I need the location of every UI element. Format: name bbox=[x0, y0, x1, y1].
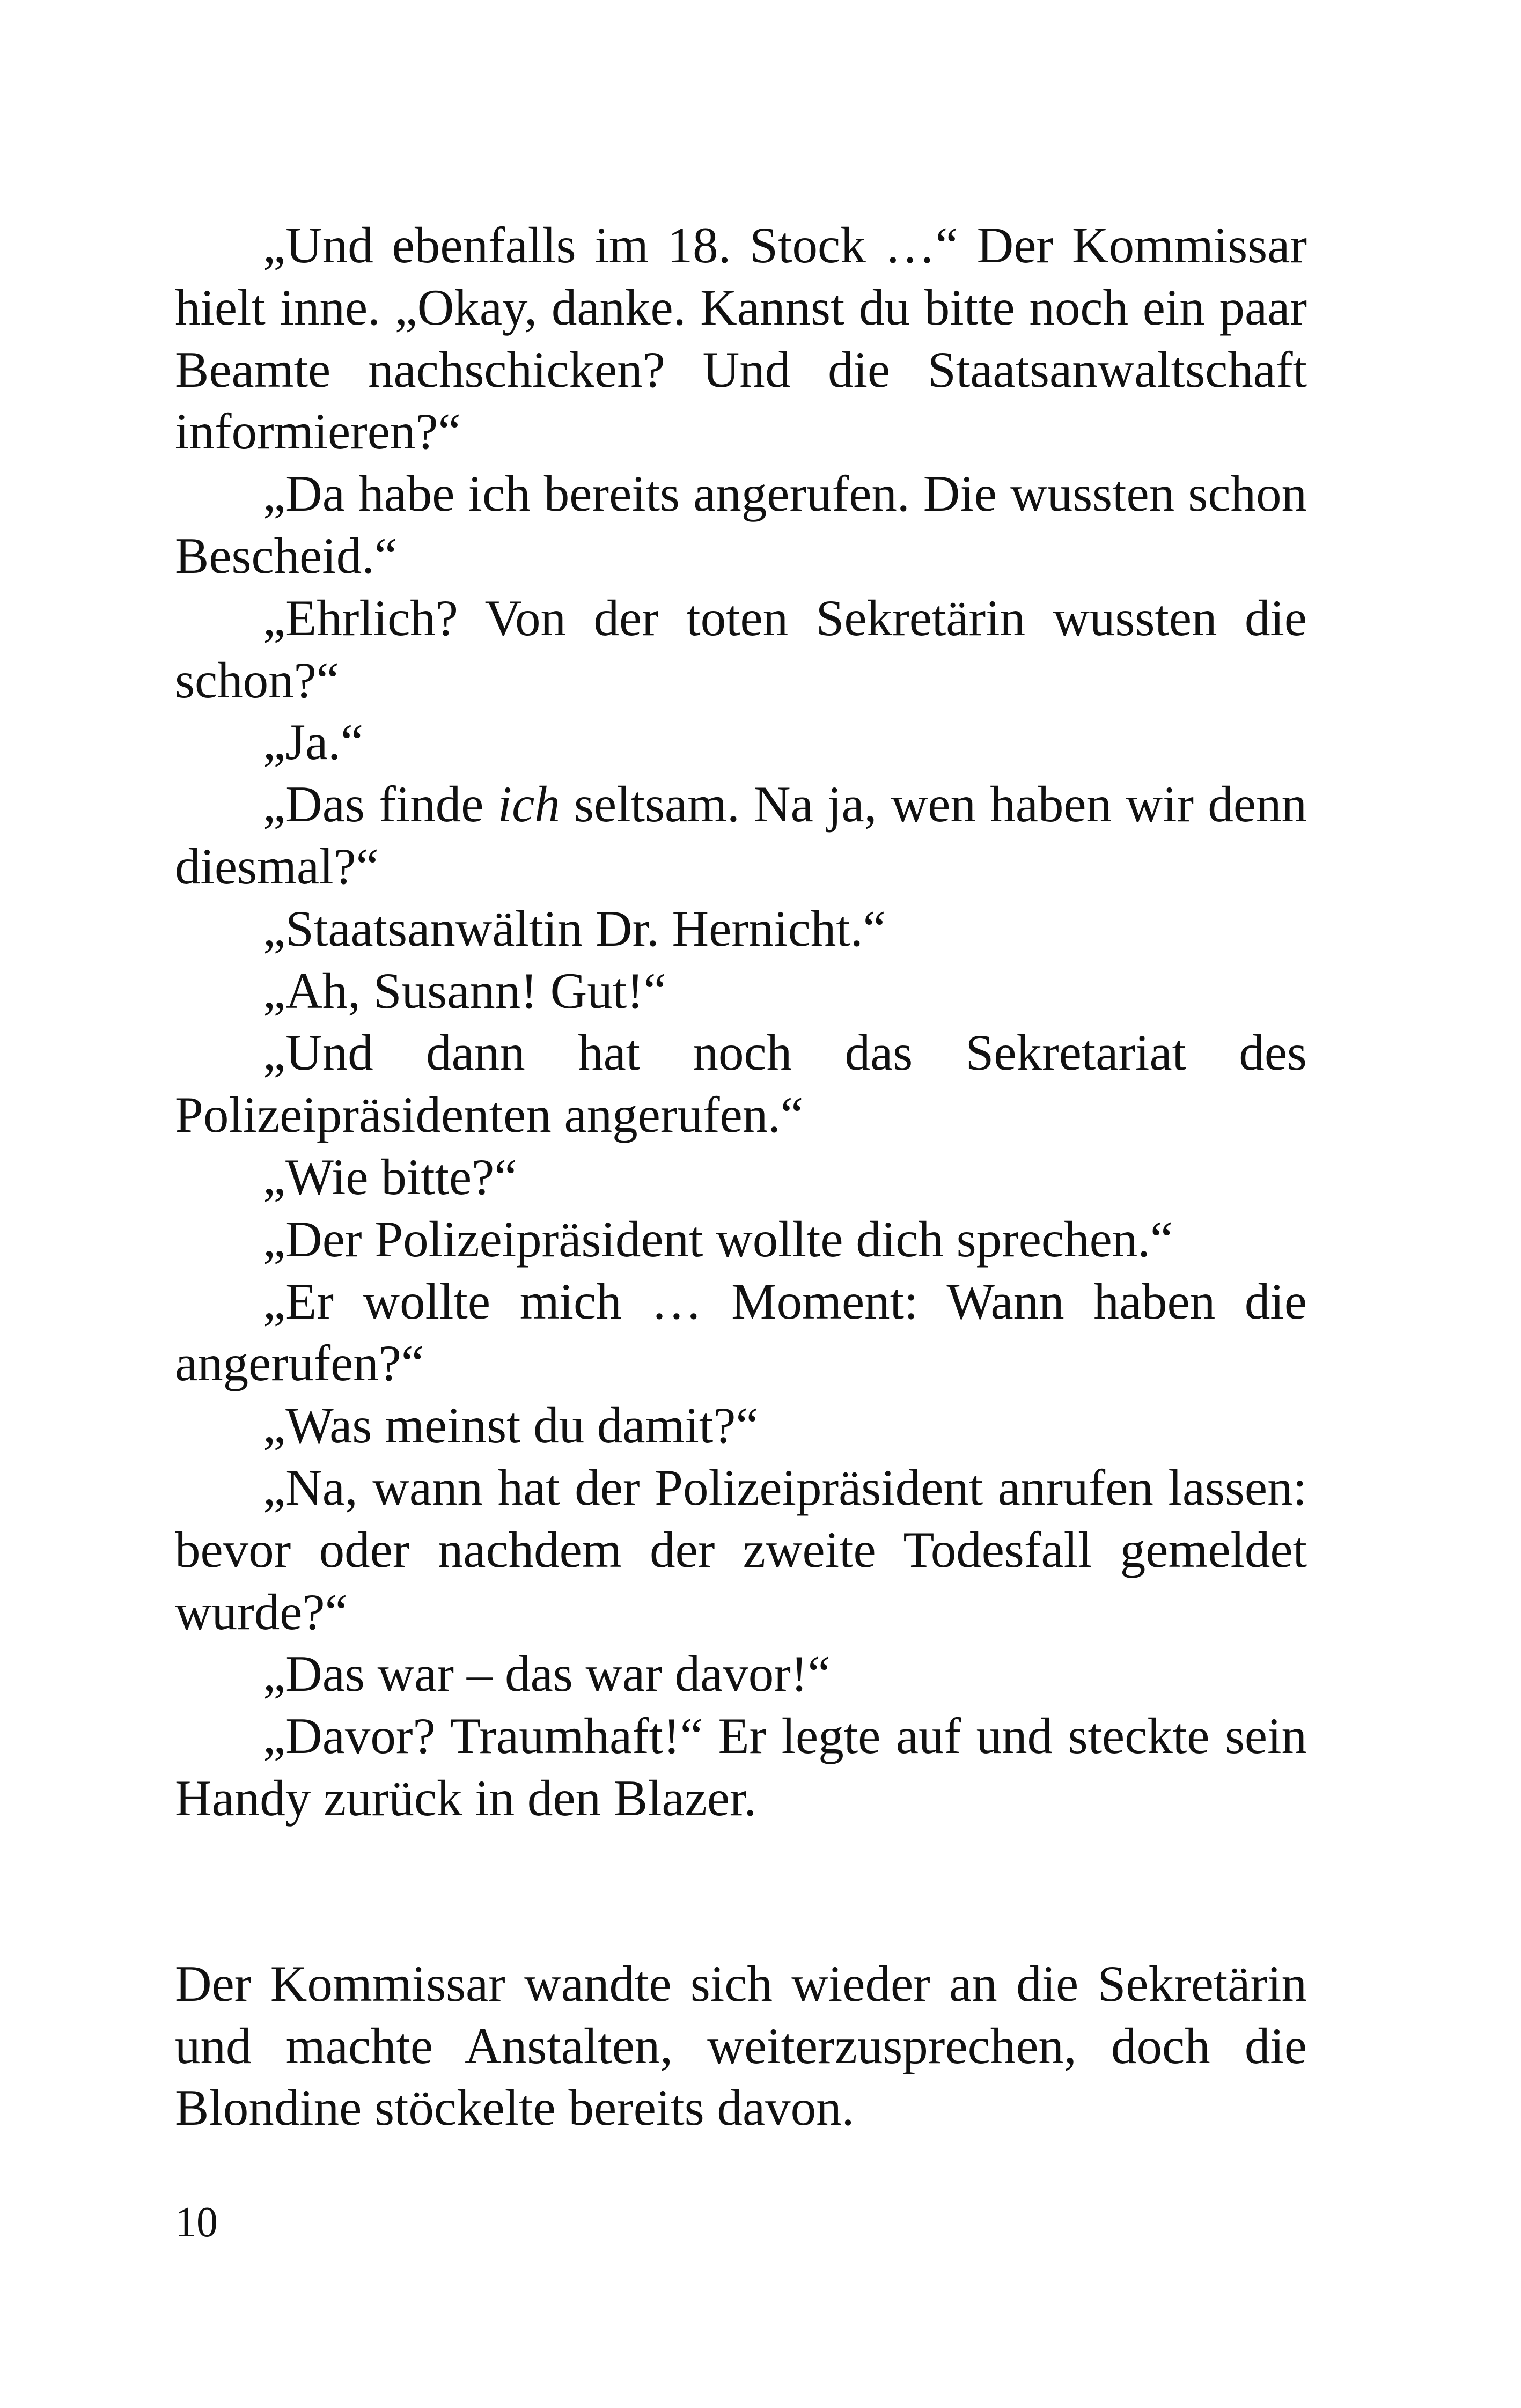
paragraph: „Der Polizeipräsident wollte dich sprechen.“ bbox=[263, 1210, 1173, 1268]
section-break bbox=[175, 1830, 1307, 1953]
paragraph: „Staatsanwältin Dr. Hernicht.“ bbox=[263, 900, 886, 957]
closing-paragraph: Der Kommissar wandte sich wieder an die Sekretärin und machte Anstalten, weiterzusprechen, doch die Blondine stöckelte bereits davon. bbox=[175, 1955, 1307, 2137]
paragraph: „Was meinst du damit?“ bbox=[263, 1397, 759, 1454]
paragraph: „Wie bitte?“ bbox=[263, 1148, 517, 1205]
paragraph bbox=[175, 774, 1307, 898]
paragraph: „Ja.“ bbox=[263, 713, 364, 771]
paragraph: „Ah, Susann! Gut!“ bbox=[263, 962, 666, 1019]
paragraph: „Ehrlich? Von der toten Sekretärin wussten die schon?“ bbox=[175, 589, 1307, 709]
page-number: 10 bbox=[175, 2199, 218, 2246]
emphasized-word: ich bbox=[497, 776, 560, 833]
paragraph: „Und ebenfalls im 18. Stock …“ Der Kommissar hielt inne. „Okay, danke. Kannst du bitte noch ein paar Beamte nachschicken? Und die Staatsanwaltschaft informieren?“ bbox=[175, 217, 1307, 460]
paragraph-text: „Das finde bbox=[263, 776, 498, 833]
paragraph: „Das war – das war davor!“ bbox=[263, 1645, 831, 1703]
paragraph: „Da habe ich bereits angerufen. Die wussten schon Bescheid.“ bbox=[175, 465, 1307, 584]
paragraph: „Na, wann hat der Polizeipräsident anrufen lassen: bevor oder nachdem der zweite Todesfall gemeldet wurde?“ bbox=[175, 1459, 1307, 1640]
page-body bbox=[175, 215, 1307, 2139]
paragraph: „Und dann hat noch das Sekretariat des Polizeipräsidenten angerufen.“ bbox=[175, 1024, 1307, 1144]
paragraph: „Er wollte mich … Moment: Wann haben die angerufen?“ bbox=[175, 1272, 1307, 1392]
paragraph-text: seltsam. Na ja, wen haben wir denn diesmal?“ bbox=[175, 776, 1307, 895]
paragraph: „Davor? Traumhaft!“ Er legte auf und steckte sein Handy zurück in den Blazer. bbox=[175, 1707, 1307, 1827]
